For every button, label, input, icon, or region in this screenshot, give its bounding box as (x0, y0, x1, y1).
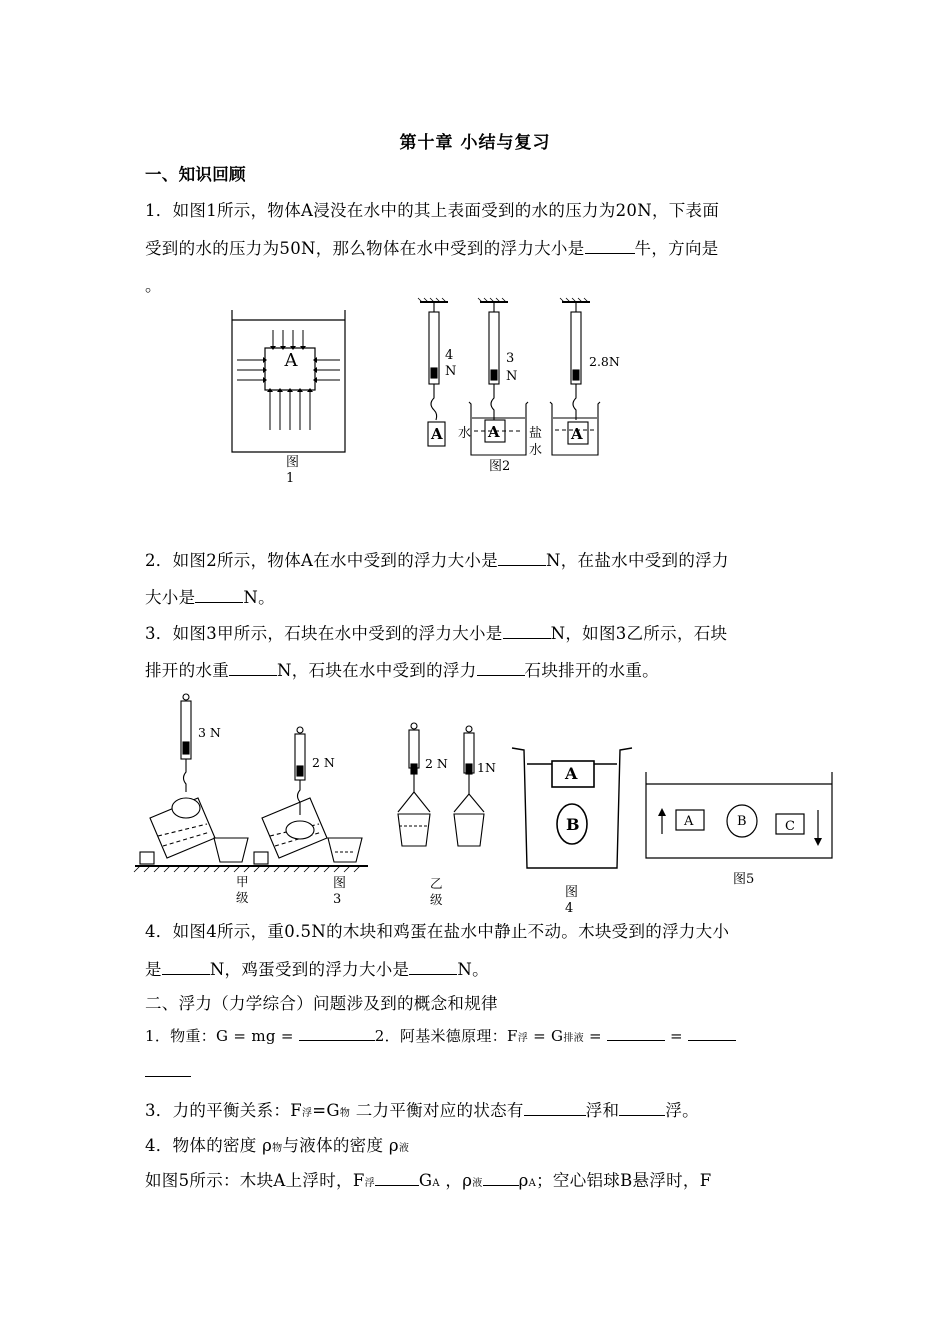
figure-4-egg-b: B (566, 815, 580, 834)
question-1-line-3: 。 (145, 276, 162, 295)
q4-text: N，鸡蛋受到的浮力大小是 (209, 960, 410, 979)
concept-text: 浮和 (585, 1101, 620, 1120)
question-4-line-2 (145, 956, 489, 980)
concept-text: 浮。 (665, 1101, 699, 1120)
concept-text: ρ (518, 1171, 529, 1190)
concept-text: 与液体的密度 ρ (282, 1136, 399, 1155)
figure-2-reading-2-unit: N (506, 369, 518, 384)
figure-3-reading-4: 1N (477, 760, 496, 775)
subscript: 浮 (364, 1178, 375, 1189)
answer-blank[interactable] (619, 1101, 665, 1116)
q2-text: N。 (243, 588, 275, 607)
figure-3-label-jia: 甲 (236, 874, 249, 889)
q3-text: N，如图3乙所示，石块 (550, 624, 728, 643)
concept-text: 1．物重：G = mg = (145, 1027, 299, 1045)
concept-5-line (145, 1167, 711, 1191)
concept-3-line (145, 1097, 699, 1121)
concept-text: 4．物体的密度 ρ (145, 1136, 273, 1155)
q2-text: 大小是 (145, 588, 196, 607)
figure-3-label-jia-2: 级 (236, 890, 249, 905)
q3-text: N，石块在水中受到的浮力 (277, 661, 477, 680)
answer-blank[interactable] (299, 1026, 375, 1041)
figure-2-reading-2: 3 (506, 351, 515, 366)
subscript: 液 (398, 1143, 410, 1154)
figure-3-reading-3: 2 N (425, 756, 448, 771)
figure-5-caption: 图5 (733, 872, 755, 887)
figure-2-block-a-2: A (488, 423, 500, 441)
subscript: A (528, 1178, 537, 1189)
q1-text: 受到的水的压力为50N，那么物体在水中受到的浮力大小是 (145, 239, 585, 258)
subscript: 浮 (517, 1033, 529, 1044)
subscript: 物 (272, 1143, 283, 1154)
figure-3-reading-1: 3 N (198, 725, 221, 740)
concept-text: ；空心铝球B悬浮时，F (536, 1171, 712, 1190)
figure-3-reading-2: 2 N (312, 755, 335, 770)
figure-3-label-yi-2: 级 (430, 892, 443, 907)
figure-2-reading-1: 4 (445, 348, 454, 363)
figure-5-ball-b: B (737, 814, 747, 829)
q4-text: N。 (457, 960, 489, 979)
subscript: 液 (472, 1178, 483, 1189)
q1-text: 牛，方向是 (634, 239, 719, 258)
answer-blank[interactable] (524, 1101, 586, 1116)
q2-text: N，在盐水中受到的浮力 (546, 551, 729, 570)
answer-blank[interactable] (483, 1171, 519, 1186)
figure-3-label-yi: 乙 (430, 876, 443, 891)
concept-text: = (583, 1027, 607, 1045)
figure-2-caption: 图2 (489, 459, 511, 474)
q4-text: 是 (145, 960, 162, 979)
figure-5-block-c: C (785, 819, 795, 834)
answer-blank-continuation[interactable] (145, 1076, 191, 1077)
figure-4-block-a: A (565, 764, 578, 783)
figure-1-caption: 图 (286, 455, 300, 470)
figure-4-caption: 图 (565, 885, 579, 900)
question-1-line-1: 1．如图1所示，物体A浸没在水中的其上表面受到的水的压力为20N，下表面 (145, 201, 720, 220)
figure-2-block-a-3: A (571, 425, 583, 443)
subscript: 浮 (301, 1108, 313, 1119)
subscript: 排液 (563, 1033, 584, 1044)
figure-1-caption-num: 1 (286, 471, 295, 486)
concept-text: =G (312, 1101, 340, 1120)
subscript: A (432, 1178, 440, 1189)
concept-text: 2．阿基米德原理：F (374, 1027, 518, 1045)
concept-text: = G (528, 1027, 564, 1045)
page-title: 第十章 小结与复习 (399, 133, 551, 153)
concept-text: 二力平衡对应的状态有 (350, 1101, 524, 1120)
figure-2-water-label: 水 (458, 426, 472, 441)
concept-4-line (145, 1132, 409, 1156)
concept-text: 如图5所示：木块A上浮时，F (145, 1171, 365, 1190)
answer-blank[interactable] (162, 960, 210, 975)
concept-text: 3．力的平衡关系：F (145, 1101, 302, 1120)
q3-text: 3．如图3甲所示，石块在水中受到的浮力大小是 (145, 624, 503, 643)
concept-text: G (418, 1171, 433, 1190)
figure-2-salt-label-2: 水 (529, 443, 543, 458)
figure-2-salt-label: 盐 (529, 426, 543, 441)
figure-2-reading-1-unit: N (445, 364, 457, 379)
figure-2-reading-3: 2.8N (589, 354, 620, 369)
section-heading-concepts: 二、浮力（力学综合）问题涉及到的概念和规律 (145, 994, 498, 1013)
q3-text: 石块排开的水重。 (524, 661, 659, 680)
answer-blank[interactable] (688, 1026, 736, 1041)
concept-1-line (145, 1025, 736, 1046)
concept-text: = (664, 1027, 688, 1045)
q2-text: 2．如图2所示，物体A在水中受到的浮力大小是 (145, 551, 499, 570)
figure-1-block-label: A (284, 350, 298, 371)
concept-text: ，ρ (439, 1171, 473, 1190)
figure-3-caption-num: 3 (333, 892, 342, 907)
figure-3 (134, 694, 484, 872)
figure-4-caption-num: 4 (565, 901, 574, 916)
figure-2-block-a-1: A (431, 425, 443, 443)
answer-blank[interactable] (607, 1026, 665, 1041)
q3-text: 排开的水重 (145, 661, 229, 680)
answer-blank[interactable] (375, 1171, 419, 1186)
question-4-line-1: 4．如图4所示，重0.5N的木块和鸡蛋在盐水中静止不动。木块受到的浮力大小 (145, 922, 730, 941)
figure-3-caption: 图 (333, 876, 347, 891)
section-heading-review: 一、知识回顾 (145, 165, 246, 184)
figure-5-block-a: A (684, 814, 694, 829)
answer-blank[interactable] (409, 960, 457, 975)
subscript: 物 (339, 1108, 351, 1119)
